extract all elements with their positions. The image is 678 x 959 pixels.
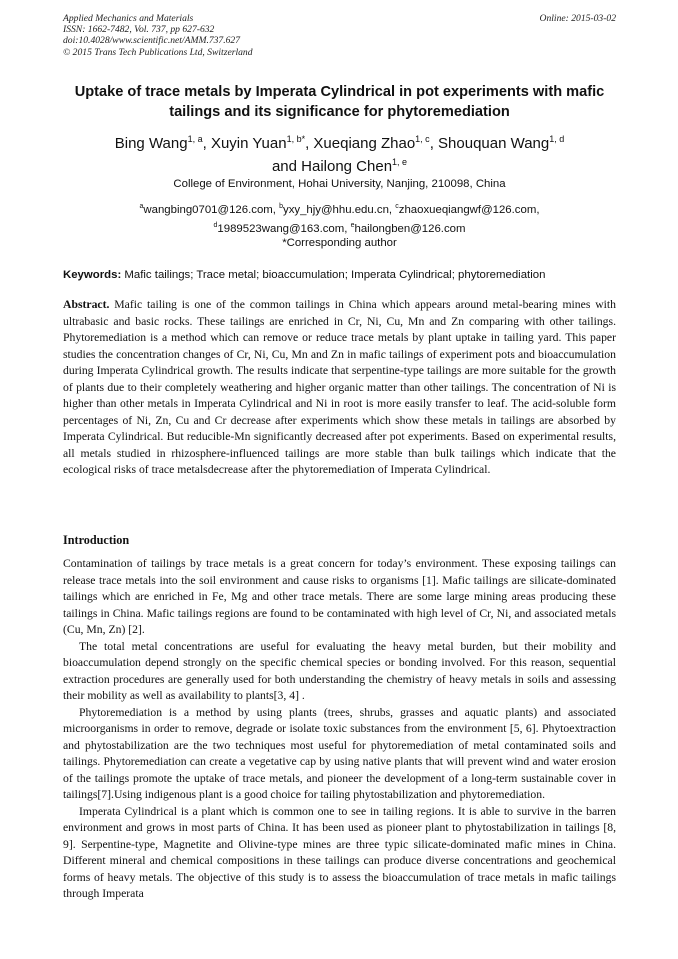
author-affil-sup: 1, a [187,134,203,144]
doi-line: doi:10.4028/www.scientific.net/AMM.737.627 [63,35,241,47]
paragraph: The total metal concentrations are useful for evaluating the heavy metal burden, but their mobility and bioaccumulation depend strongly on the specific chemical species or bonding involved. For this reason, sequential extraction procedures are generally used for both understanding the chemistry of heavy metals in soils and assessing their mobility as well as availability to plants[3, 4] . [63,639,616,702]
author-name: Shouquan Wang [438,135,550,152]
paragraph: Contamination of tailings by trace metals is a great concern for today’s environment. These exposing tailings can release trace metals into the soil environment and cause risks to organisms [1]. Mafic tailings are silicate-dominated tailings which are enriched in Fe, Mg and other trace metals. There are some large mining areas producing these tailings in China. Mafic tailings regions are found to be contaminated with high level of Cr, Ni, and associated metals (Cu, Mn, Zn) [2]. [63,557,616,636]
email-address: yxy_hjy@hhu.edu.cn, [283,203,396,216]
email-sup: d [213,221,218,229]
email-address: 1989523wang@163.com, [217,222,351,235]
author-name: Hailong Chen [301,158,393,175]
online-date: Online: 2015-03-02 [539,13,616,24]
author-list [63,130,616,176]
email-sup: a [139,203,144,210]
issn-line: ISSN: 1662-7482, Vol. 737, pp 627-632 [63,24,215,36]
email-address: zhaoxueqiangwf@126.com, [398,203,540,216]
author-affil-sup: 1, c [415,134,430,144]
section-heading-introduction: Introduction [63,533,130,547]
author-affil-sup: 1, b* [286,134,306,144]
copyright-line: © 2015 Trans Tech Publications Ltd, Switzerland [63,46,253,58]
author-line-1 [63,130,616,153]
email-sup: b [279,203,283,210]
email-address: hailongben@126.com [354,222,466,235]
keywords [63,268,616,282]
author-name: Bing Wang [114,135,188,152]
corresponding-author-note: *Corresponding author [282,237,397,249]
abstract [63,297,616,479]
email-sup: e [350,221,355,229]
author-affil-sup: 1, e [392,157,408,167]
author-name: Xueqiang Zhao [313,135,416,152]
abstract-label: Abstract. [63,298,110,311]
email-line-1 [63,199,616,218]
author-separator: , [305,135,314,152]
email-line-2 [63,218,616,237]
email-sup: c [395,203,399,210]
abstract-text: Mafic tailing is one of the common tailings in China which appears around metal-bearing mines with ultrabasic and basic rocks. These tailings are enriched in Cr, Ni, Cu, Mn and Zn comparing with other tailings. Phytoremediation is a method which can remove or reduce trace metals by plant uptake in tailing yard. This paper studies the concentration changes of Cr, Ni, Cu, Mn and Zn in mafic tailings of experiment pots and bioaccumulation during Imperata Cylindrical growth. The results indicate that serpentine-type tailings are more suitable for the growth of plants due to their completely weathering and higher organic matter than other tailings. The concentration of Ni is higher than other metals in Imperata Cylindrical and Ni in root is more easily transfer to leaf. The acid-soluble form percentages of Ni, Zn, Cu and Cr decrease after experiments which show these metals in tailings are absorbed by Imperata Cylindrical. But reducible-Mn significantly decreased after pot experiments. Based on experimental results, all metals studied in rhizosphere-influenced tailings are more stable than bulk tailings which indicate that the ecological risks of trace metalsdecrease after the phytoremediation of Imperata Cylindrical. [63,298,616,476]
author-affil-sup: 1, d [549,134,565,144]
author-line-2 [63,153,616,176]
author-separator: , [202,135,211,152]
affiliation: College of Environment, Hohai University, Nanjing, 210098, China [173,178,506,190]
keywords-label: Keywords: [63,269,122,281]
introduction-body [63,556,616,903]
paper-title: Uptake of trace metals by Imperata Cylindrical in pot experiments with mafic tailings and its significance for phytoremediation [74,84,605,120]
keywords-text: Mafic tailings; Trace metal; bioaccumulation; Imperata Cylindrical; phytoremediation [121,269,546,281]
author-and: and [271,158,302,175]
paragraph: Imperata Cylindrical is a plant which is common one to see in tailing regions. It is able to survive in the barren environment and grows in most parts of China. It has been used as pioneer plant to phytostabilization in tailings [8, 9]. Serpentine-type, Magnetite and Olivine-type mines are three typic silicate-dominated mafic mines in China. Different mineral and chemical compositions in these tailings can produce diverse concentrations and geochemical forms of heavy metals. The objective of this study is to assess the bioaccumulation of trace metals in mafic tailings through Imperata [63,804,616,900]
author-separator: , [429,135,439,152]
author-emails [63,199,616,237]
journal-name: Applied Mechanics and Materials [63,13,194,24]
email-address: wangbing0701@126.com, [143,203,280,216]
paragraph: Phytoremediation is a method by using plants (trees, shrubs, grasses and aquatic plants) and associated microorganisms in order to remove, degrade or isolate toxic substances from the environment [5, 6]. Phytoextraction and phytostabilization are the two techniques most useful for phytoremediation of metal contaminated soils and tailings. Phytoremediation can create a vegetative cap by using native plants that will prevent wind and water erosion of the tailings promote the uptake of trace metals, and pioneer the development of a long-term sustainable cover in tailings[7].Using indigenous plant is a good choice for tailing phytostabilization and phytoremediation. [63,705,616,801]
journal-header [63,13,616,58]
author-name: Xuyin Yuan [210,135,287,152]
